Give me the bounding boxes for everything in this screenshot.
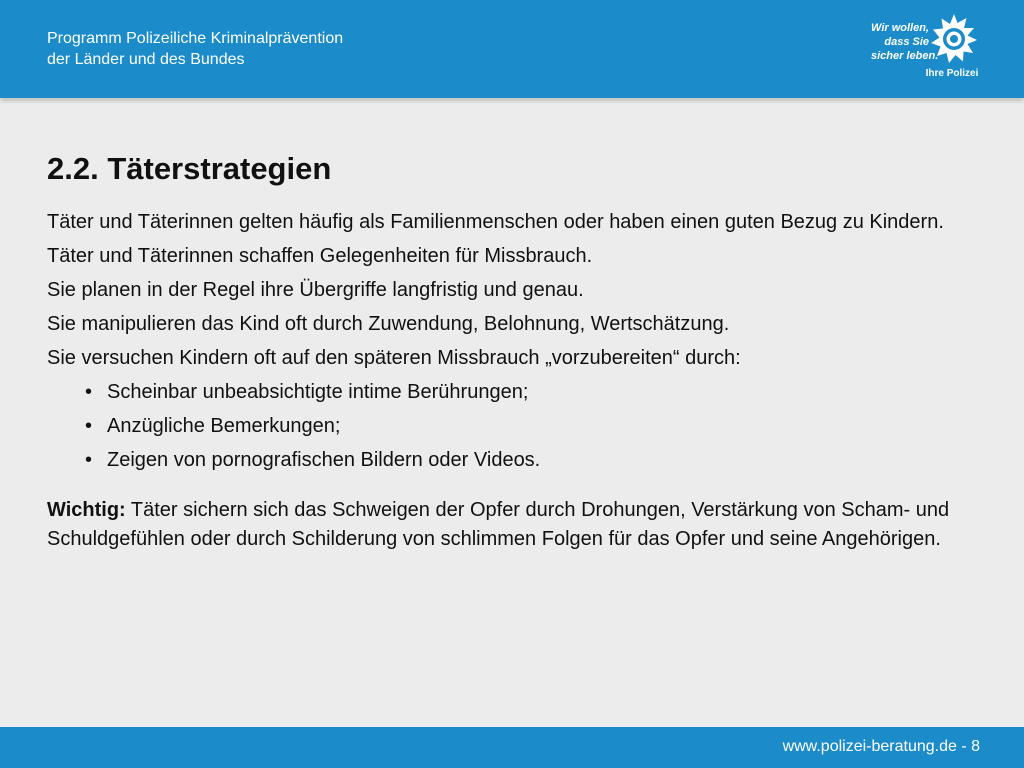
bullet-list [85,378,987,474]
paragraph-1: Täter und Täterinnen gelten häufig als Familienmenschen oder haben einen guten Bezug zu Kindern. [47,211,944,233]
logo-slogan-line2: dass Sie [884,36,929,48]
paragraph-2: Täter und Täterinnen schaffen Gelegenheiten für Missbrauch. [47,245,593,267]
list-item [85,378,987,406]
program-title-line2: der Länder und des Bundes [47,51,245,68]
logo-slogan-line3: sicher leben. [871,50,939,62]
important-note [47,496,987,554]
logo-slogan-line1: Wir wollen, [871,22,929,34]
logo-subtitle: Ihre Polizei [925,68,979,79]
program-title [47,28,343,70]
list-item [85,412,987,440]
paragraph-4: Sie manipulieren das Kind oft durch Zuwendung, Belohnung, Wertschätzung. [47,313,730,335]
bullet-marker: • [85,449,93,471]
slide-title: 2.2. Täterstrategien [47,151,332,186]
bullet-text: Zeigen von pornografischen Bildern oder Videos. [107,449,541,471]
note-text: Täter sichern sich das Schweigen der Opfer durch Drohungen, Verstärkung von Scham- und Schuldgefühlen oder durch Schilderung von schlimmen Folgen für das Opfer und seine Angehörigen. [47,499,950,550]
header-bar [0,0,1024,98]
paragraph-5: Sie versuchen Kindern oft auf den späteren Missbrauch „vorzubereiten“ durch: [47,347,741,369]
program-title-line1: Programm Polizeiliche Kriminalprävention [47,30,344,47]
paragraph-3: Sie planen in der Regel ihre Übergriffe langfristig und genau. [47,279,584,301]
footer-bar [0,727,1024,768]
slide-content [47,150,987,554]
bullet-text: Scheinbar unbeabsichtigte intime Berührungen; [107,381,529,403]
note-label: Wichtig: [47,499,126,521]
list-item [85,446,987,474]
bullet-marker: • [85,415,93,437]
footer-url-page: www.polizei-beratung.de - 8 [782,738,980,755]
logo-slogan [871,21,939,63]
police-star-icon [927,12,981,66]
police-logo [871,10,983,88]
bullet-text: Anzügliche Bemerkungen; [107,415,341,437]
bullet-marker: • [85,381,93,403]
